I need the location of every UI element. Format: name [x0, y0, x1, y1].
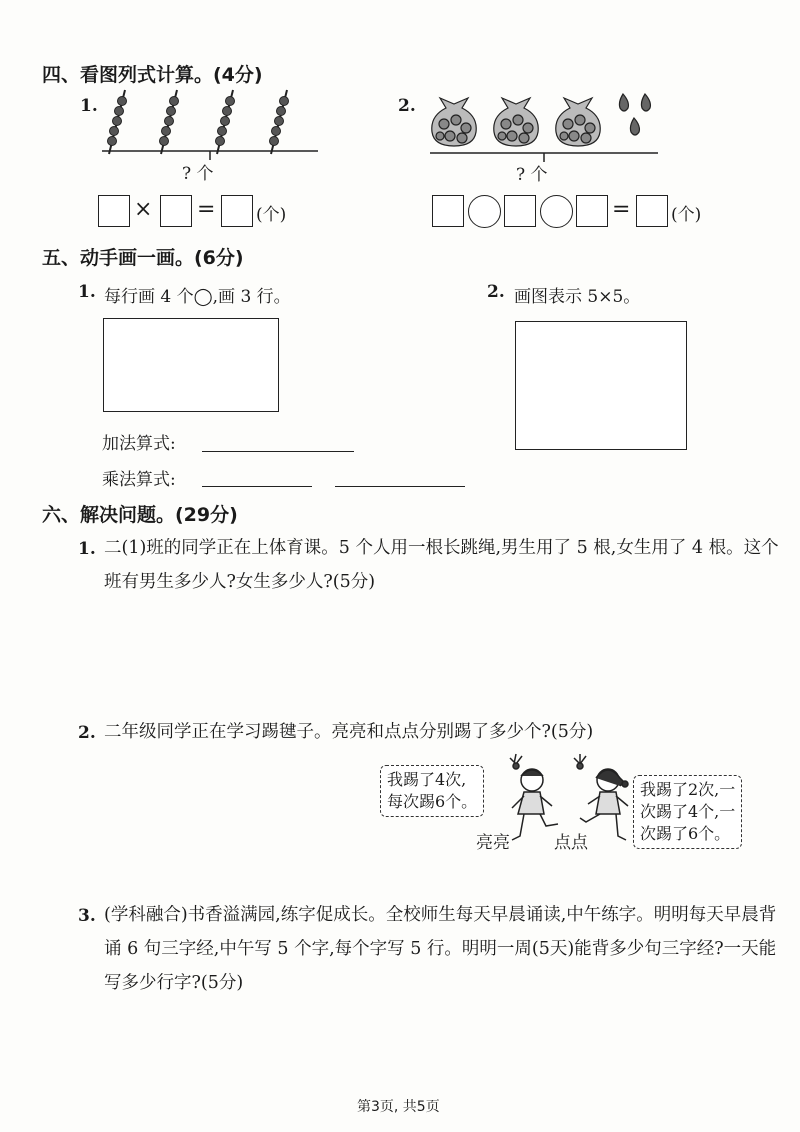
multiplication-answer-line-1[interactable] [202, 486, 312, 487]
q6-3-number: 3. [78, 906, 96, 926]
q4-1-total-label: ? 个 [182, 164, 214, 184]
q6-1-text: 二(1)班的同学正在上体育课。5 个人用一根长跳绳,男生用了 5 根,女生用了 4 根。这个班有男生多少人?女生多少人?(5分) [104, 538, 779, 592]
unit-label: (个) [671, 205, 702, 225]
q4-1-number: 1. [80, 96, 98, 116]
q6-1-number: 1. [78, 539, 96, 559]
liangliang-name: 亮亮 [476, 833, 510, 853]
answer-box[interactable] [636, 195, 668, 227]
bag-1 [432, 98, 476, 146]
drawing-area-2[interactable] [515, 321, 687, 450]
q5-2-text: 画图表示 5×5。 [514, 287, 641, 307]
addition-label: 加法算式: [102, 434, 176, 454]
section-5-title: 五、动手画一画。(6分) [42, 247, 244, 269]
bubble-line: 我踢了2次,一 [640, 780, 736, 799]
bubble-line: 我踢了4次, [387, 770, 467, 789]
bag-2 [494, 98, 538, 146]
answer-box[interactable] [576, 195, 608, 227]
q4-2-number: 2. [398, 96, 416, 116]
unit-label: (个) [256, 205, 287, 225]
q6-2-number: 2. [78, 723, 96, 743]
skewer-1 [108, 90, 127, 154]
drawing-area-1[interactable] [103, 318, 279, 412]
diandian-speech-bubble [633, 775, 742, 849]
addition-answer-line[interactable] [202, 451, 354, 452]
operator-circle[interactable] [540, 195, 573, 228]
section-4-title: 四、看图列式计算。(4分) [42, 64, 263, 86]
bubble-line: 每次踢6个。 [387, 792, 478, 811]
bag-3 [556, 98, 600, 146]
skewer-2 [160, 90, 179, 154]
answer-box[interactable] [98, 195, 130, 227]
bags-illustration [420, 90, 660, 152]
answer-box[interactable] [221, 195, 253, 227]
answer-box[interactable] [160, 195, 192, 227]
equals-sign: = [197, 197, 216, 222]
skewer-3 [216, 90, 235, 154]
bubble-line: 次踢了4个,一 [640, 802, 736, 821]
section-6-title: 六、解决问题。(29分) [42, 504, 238, 526]
liangliang-speech-bubble [380, 765, 484, 817]
equals-sign: = [612, 197, 631, 222]
multiplication-answer-line-2[interactable] [335, 486, 465, 487]
multiplication-label: 乘法算式: [102, 470, 176, 490]
skewer-4 [270, 90, 289, 154]
q4-2-total-label: ? 个 [516, 165, 548, 185]
q6-3-text: (学科融合)书香溢满园,练字促成长。全校师生每天早晨诵读,中午练字。明明每天早晨背诵 6 句三字经,中午写 5 个字,每个字写 5 行。明明一周(5天)能背多少句三字经?一天能写多少行字?(5分) [104, 905, 777, 993]
page-number: 第3页, 共5页 [357, 1099, 440, 1115]
operator-circle[interactable] [468, 195, 501, 228]
answer-box[interactable] [504, 195, 536, 227]
q5-1-number: 1. [78, 282, 96, 302]
answer-box[interactable] [432, 195, 464, 227]
diandian-name: 点点 [554, 833, 588, 853]
bubble-line: 次踢了6个。 [640, 824, 731, 843]
q6-2-text: 二年级同学正在学习踢毽子。亮亮和点点分别踢了多少个?(5分) [104, 722, 594, 742]
q5-2-number: 2. [487, 282, 505, 302]
times-sign: × [134, 197, 153, 222]
q5-1-text: 每行画 4 个◯,画 3 行。 [104, 287, 291, 307]
loose-items [619, 94, 650, 135]
